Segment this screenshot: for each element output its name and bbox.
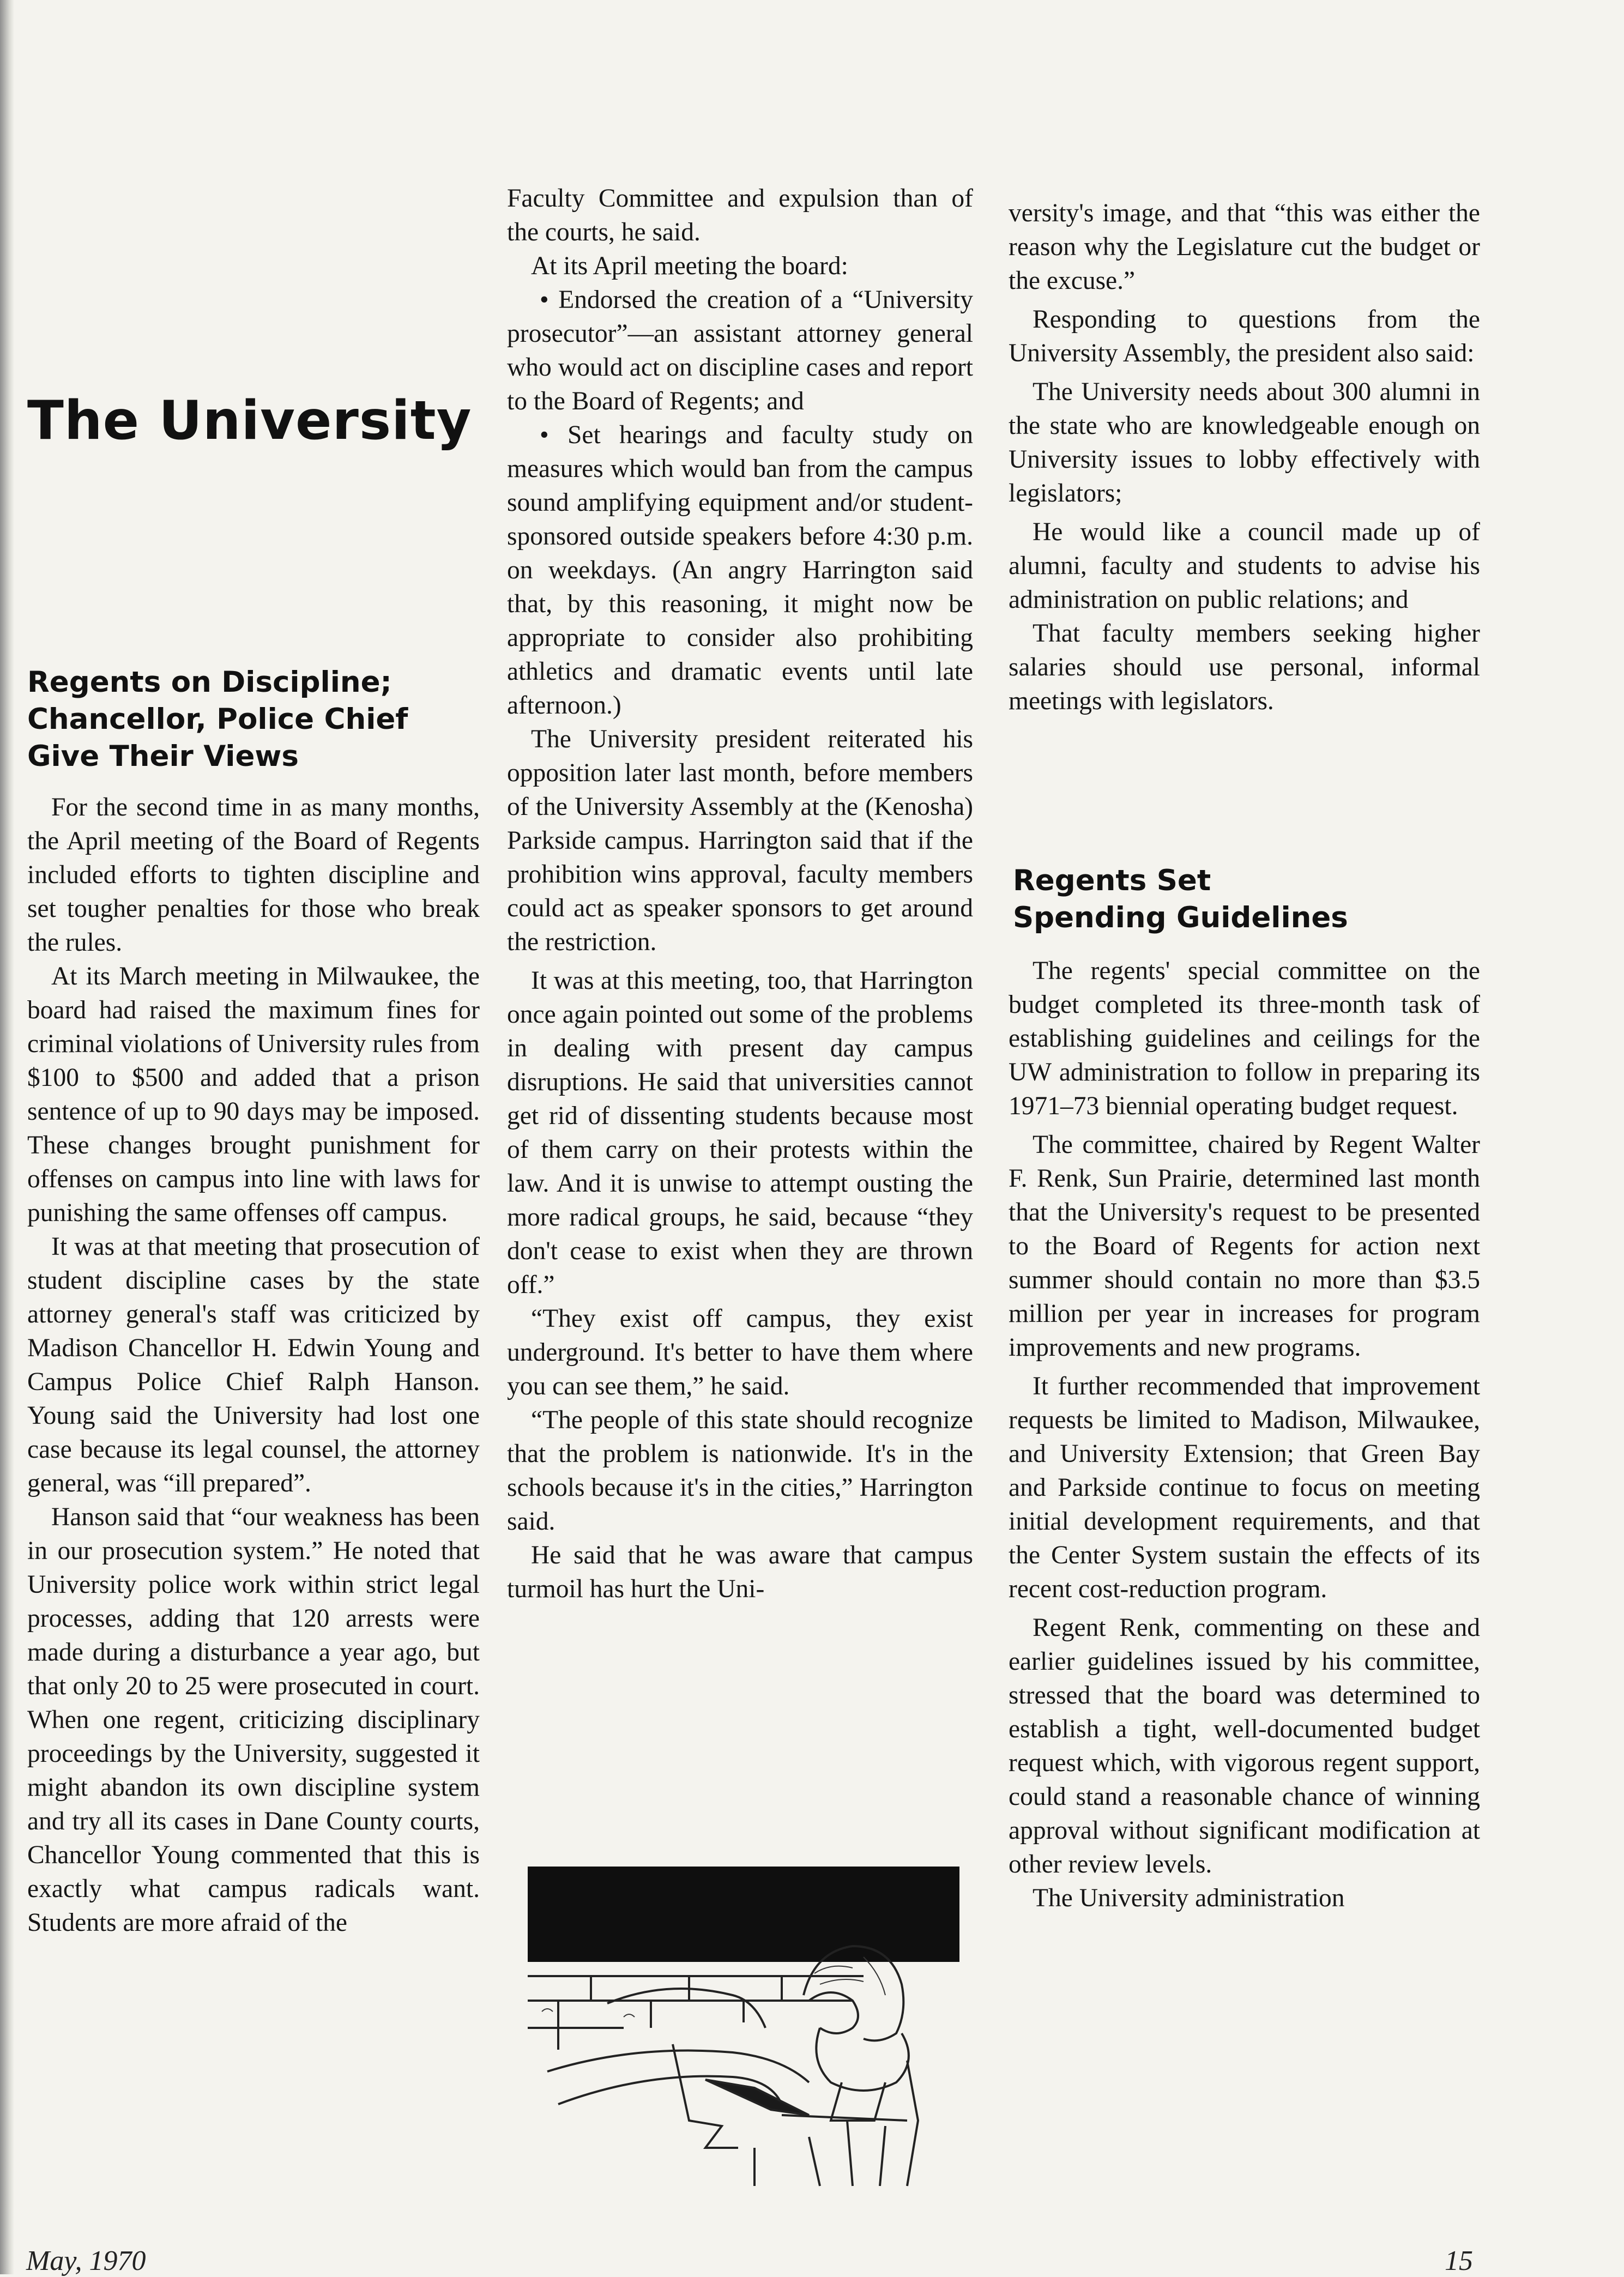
headline-line: Chancellor, Police Chief: [27, 703, 408, 736]
paragraph: Faculty Committee and expulsion than of the courts, he said.: [507, 184, 973, 246]
paragraph: It was at that meeting that prosecution of student discipline cases by the state attorney general's staff was criticized by Madison Chancellor H. Edwin Young and Campus Police Chief Ralph Hanson. Young said the University had lost one case because its legal counsel, the attorney general, was “ill prepared”.: [27, 1233, 480, 1497]
page-binding-edge: [0, 0, 14, 2274]
paragraph: Regent Renk, commenting on these and earlier guidelines issued by his committee, stressed that the board was determined to establish a tight, well-documented budget request which, with vigorous regent support, could stand a reasonable chance of winning approval without significant modification at other review levels.: [1009, 1614, 1480, 1879]
headline-line: Regents Set: [1013, 864, 1211, 897]
headline-line: Spending Guidelines: [1013, 901, 1348, 934]
paragraph: For the second time in as many months, the April meeting of the Board of Regents included efforts to tighten discipline and set tougher penalties for those who break the rules.: [27, 793, 480, 957]
headline-line: Regents on Discipline;: [27, 666, 392, 699]
paragraph: Hanson said that “our weakness has been in our prosecution system.” He noted that University police work within strict legal processes, adding that 120 arrests were made during a disturbance a year ago, but that only 20 to 25 were prosecuted in court. When one regent, criticizing disciplinary proceedings by the University, suggested it might abandon its own discipline system and try all its cases in Dane County courts, Chancellor Young commented that this is exactly what campus radicals want. Students are more afraid of the: [27, 1503, 480, 1937]
paragraph: That faculty members seeking higher salaries should use personal, informal meetings with legislators.: [1009, 619, 1480, 715]
issue-date: May, 1970: [26, 2245, 146, 2276]
bullet-text: Endorsed the creation of a “University prosecutor”—an assistant attorney general who would act on discipline cases and report to the Board of Regents; and: [507, 286, 973, 415]
paragraph: At its April meeting the board:: [531, 252, 848, 280]
bullet-item: • Set hearings and faculty study on measures which would ban from the campus sound amplifying equipment and/or student-sponsored outside speakers before 4:30 p.m. on weekdays. (An angry Harrington said that, by this reasoning, it might now be appropriate to consider also prohibiting athletics and dramatic events until late afternoon.): [507, 421, 973, 720]
paragraph: The University needs about 300 alumni in the state who are knowledgeable enough on University issues to lobby effectively with legislators;: [1009, 378, 1480, 508]
student-reading-illustration: [526, 1864, 962, 2189]
paragraph: The University president reiterated his opposition later last month, before members of the University Assembly at the (Kenosha) Parkside campus. Harrington said that if the prohibition wins approval, faculty members could act as speaker sponsors to get around the restriction.: [507, 725, 973, 956]
column-1-text: [27, 790, 480, 1940]
paragraph: The regents' special committee on the budget completed its three-month task of establishing guidelines and ceilings for the UW administration to follow in preparing its 1971–73 biennial operating budget request.: [1009, 957, 1480, 1120]
paragraph: He said that he was aware that campus turmoil has hurt the Uni-: [507, 1541, 973, 1603]
paragraph: He would like a council made up of alumni, faculty and students to advise his administration on public relations; and: [1009, 518, 1480, 614]
page-number: 15: [1445, 2245, 1473, 2276]
paragraph: It further recommended that improvement requests be limited to Madison, Milwaukee, and University Extension; that Green Bay and Parkside continue to focus on meeting initial development requirements, and that the Center System sustain the effects of its recent cost-reduction program.: [1009, 1372, 1480, 1603]
headline-line: Give Their Views: [27, 740, 299, 773]
article2-headline: [1013, 862, 1482, 937]
section-title: The University: [27, 390, 472, 452]
article1-headline: [27, 664, 480, 775]
paragraph: “They exist off campus, they exist underground. It's better to have them where you can see them,” he said.: [507, 1304, 973, 1400]
paragraph: The University administration: [1033, 1884, 1345, 1912]
paragraph: versity's image, and that “this was either the reason why the Legislature cut the budget or the excuse.”: [1009, 199, 1480, 295]
paragraph: At its March meeting in Milwaukee, the board had raised the maximum fines for criminal violations of University rules from $100 to $500 and added that a prison sentence of up to 90 days may be imposed. These changes brought punishment for offenses on campus into line with laws for punishing the same offenses off campus.: [27, 962, 480, 1227]
column-2-text: [507, 182, 973, 1606]
column-3-text: [1009, 196, 1480, 718]
bullet-item: • Endorsed the creation of a “University prosecutor”—an assistant attorney general who would act on discipline cases and report to the Board of Regents; and: [507, 286, 973, 415]
paragraph: “The people of this state should recognize that the problem is nationwide. It's in the schools because it's in the cities,” Harrington said.: [507, 1406, 973, 1536]
paragraph: The committee, chaired by Regent Walter F. Renk, Sun Prairie, determined last month that the University's request to be presented to the Board of Regents for action next summer should contain no more than $3.5 million per year in increases for program improvements and new programs.: [1009, 1131, 1480, 1362]
paragraph: Responding to questions from the University Assembly, the president also said:: [1009, 305, 1480, 367]
paragraph: It was at this meeting, too, that Harrington once again pointed out some of the problems in dealing with present day campus disruptions. He said that universities cannot get rid of dissenting students because most of them carry on their protests within the law. And it is unwise to attempt ousting the more radical groups, he said, because “they don't cease to exist when they are thrown off.”: [507, 967, 973, 1299]
bullet-text: Set hearings and faculty study on measures which would ban from the campus sound amplifying equipment and/or student-sponsored outside speakers before 4:30 p.m. on weekdays. (An angry Harrington said that, by this reasoning, it might now be appropriate to consider also prohibiting athletics and dramatic events until late afternoon.): [507, 421, 973, 720]
article2-text: [1009, 954, 1480, 1915]
